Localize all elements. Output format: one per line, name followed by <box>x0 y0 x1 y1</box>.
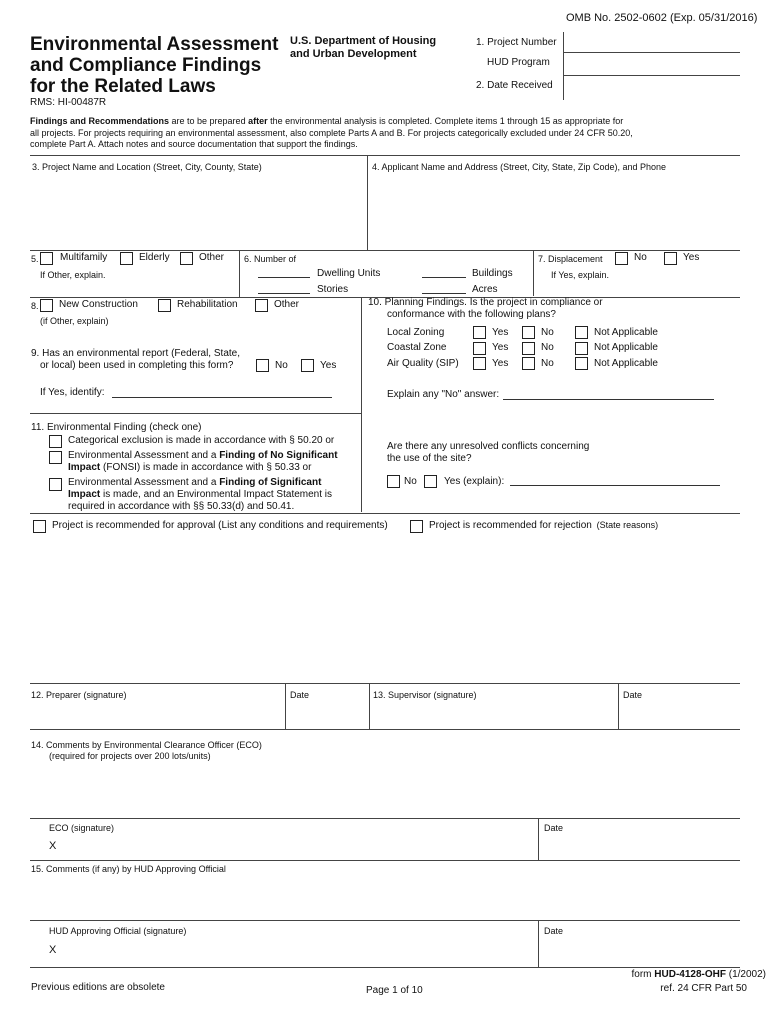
eco-signature-label: ECO (signature) <box>49 823 115 833</box>
department-name <box>290 35 436 61</box>
form-code: HUD-4128-OHF <box>654 969 726 980</box>
preparer-date-label: Date <box>290 690 310 700</box>
air-quality-no-checkbox[interactable] <box>522 357 535 370</box>
date-received-label: 2. Date Received <box>476 80 553 91</box>
conflicts-yes-checkbox[interactable] <box>424 475 437 488</box>
supervisor-signature-label: 13. Supervisor (signature) <box>373 690 477 700</box>
recommendation-notes-field[interactable] <box>32 538 737 678</box>
hud-signature-field[interactable] <box>62 940 532 962</box>
env-report-yes-checkbox[interactable] <box>301 359 314 372</box>
buildings-label: Buildings <box>472 268 513 279</box>
item10-line-2: conformance with the following plans? <box>387 308 556 320</box>
identify-field[interactable] <box>112 387 332 398</box>
fonsi-text-b: Finding of No Significant <box>219 450 338 461</box>
categorical-exclusion-checkbox[interactable] <box>49 435 62 448</box>
stories-field[interactable] <box>258 283 310 294</box>
divider-top <box>30 155 740 156</box>
conflicts-line-2: the use of the site? <box>387 453 472 464</box>
item3-label: 3. Project Name and Location (Street, City, County, State) <box>32 162 262 172</box>
hud-date-field[interactable] <box>544 940 737 962</box>
eis-text-c: Impact <box>68 489 101 500</box>
dept-line-2: and Urban Development <box>290 48 417 60</box>
rejection-text: Project is recommended for rejection <box>429 520 592 531</box>
item6-label: 6. Number of <box>244 254 297 264</box>
air-quality-yes-label: Yes <box>492 358 509 369</box>
instructions-text-b: the environmental analysis is completed. Complete items 1 through 15 as appropriate for <box>267 116 624 126</box>
supervisor-date-field[interactable] <box>623 702 738 726</box>
item7-label: 7. Displacement <box>538 254 603 264</box>
other-construction-checkbox[interactable] <box>255 299 268 312</box>
coastal-zone-yes-label: Yes <box>492 342 509 353</box>
multifamily-checkbox[interactable] <box>40 252 53 265</box>
new-construction-label: New Construction <box>59 299 138 310</box>
preparer-signature-label: 12. Preparer (signature) <box>31 690 127 700</box>
conflicts-question <box>387 441 589 465</box>
conflicts-no-checkbox[interactable] <box>387 475 400 488</box>
rejection-label <box>429 520 658 531</box>
rejection-checkbox[interactable] <box>410 520 423 533</box>
elderly-label: Elderly <box>139 252 170 263</box>
item10-question <box>368 297 603 320</box>
instructions-after: after <box>248 116 268 126</box>
form-number <box>610 969 766 980</box>
local-zoning-na-checkbox[interactable] <box>575 326 588 339</box>
dwelling-units-field[interactable] <box>258 267 310 278</box>
air-quality-no-label: No <box>541 358 554 369</box>
instructions <box>30 116 742 151</box>
divider-14 <box>30 729 740 730</box>
multifamily-label: Multifamily <box>60 252 108 263</box>
conflicts-yes-label: Yes (explain): <box>444 476 505 487</box>
fonsi-text-c: Impact <box>68 462 101 473</box>
other-type-checkbox[interactable] <box>180 252 193 265</box>
form-title <box>30 34 279 97</box>
item4-label: 4. Applicant Name and Address (Street, City, State, Zip Code), and Phone <box>372 162 666 172</box>
air-quality-yes-checkbox[interactable] <box>473 357 486 370</box>
local-zoning-label: Local Zoning <box>387 327 445 338</box>
divider-hud-date <box>538 920 539 967</box>
significant-impact-label <box>68 477 332 513</box>
hud-program-underline <box>564 75 740 76</box>
title-line-3: for the Related Laws <box>30 76 216 97</box>
rehabilitation-label: Rehabilitation <box>177 299 238 310</box>
local-zoning-yes-checkbox[interactable] <box>473 326 486 339</box>
hud-comments-field[interactable] <box>32 878 737 916</box>
conflicts-no-label: No <box>404 476 417 487</box>
divider-12 <box>30 683 740 684</box>
coastal-zone-na-checkbox[interactable] <box>575 342 588 355</box>
hud-program-label: HUD Program <box>487 57 550 68</box>
item14-line-1: 14. Comments by Environmental Clearance Officer (ECO) <box>31 740 262 750</box>
identify-label: If Yes, identify: <box>40 387 105 398</box>
stories-label: Stories <box>317 284 349 295</box>
local-zoning-no-checkbox[interactable] <box>522 326 535 339</box>
significant-impact-checkbox[interactable] <box>49 478 62 491</box>
buildings-field[interactable] <box>422 267 466 278</box>
displacement-no-label: No <box>634 252 647 263</box>
eco-comments-field[interactable] <box>32 764 737 814</box>
coastal-zone-no-label: No <box>541 342 554 353</box>
coastal-zone-no-checkbox[interactable] <box>522 342 535 355</box>
dwelling-units-label: Dwelling Units <box>317 268 381 279</box>
form-revision: (1/2002) <box>725 969 766 980</box>
title-line-2: and Compliance Findings <box>30 55 262 76</box>
item11-heading: 11. Environmental Finding (check one) <box>31 422 202 433</box>
cfr-reference: ref. 24 CFR Part 50 <box>660 983 747 994</box>
if-other-explain-8-label: (if Other, explain) <box>40 316 109 326</box>
divider-recommend <box>30 513 740 514</box>
divider-col-split <box>361 297 362 512</box>
item14-line-2: (required for projects over 200 lots/units) <box>49 751 211 761</box>
categorical-exclusion-label: Categorical exclusion is made in accordance with § 50.20 or <box>68 435 335 446</box>
air-quality-label: Air Quality (SIP) <box>387 358 459 369</box>
approval-label: Project is recommended for approval (List any conditions and requirements) <box>52 520 388 531</box>
coastal-zone-label: Coastal Zone <box>387 342 447 353</box>
item10-line-1: 10. Planning Findings. Is the project in compliance or <box>368 297 603 308</box>
local-zoning-no-label: No <box>541 327 554 338</box>
project-number-field[interactable] <box>565 33 738 52</box>
env-report-no-checkbox[interactable] <box>256 359 269 372</box>
item9-line-1: 9. Has an environmental report (Federal, State, <box>31 348 240 359</box>
fonsi-label <box>68 450 338 474</box>
rehabilitation-checkbox[interactable] <box>158 299 171 312</box>
eis-text-e: required in accordance with §§ 50.33(d) and 50.41. <box>68 501 295 512</box>
hud-x-mark: X <box>49 944 57 956</box>
env-report-yes-label: Yes <box>320 360 337 371</box>
divider-eco-date <box>538 818 539 860</box>
hud-signature-label: HUD Approving Official (signature) <box>49 926 187 936</box>
item8-number: 8. <box>31 301 39 311</box>
preparer-date-field[interactable] <box>290 702 366 726</box>
instructions-lead: Findings and Recommendations <box>30 116 170 126</box>
explain-no-field[interactable] <box>503 389 714 400</box>
applicant-name-address-field[interactable] <box>372 176 737 246</box>
approval-checkbox[interactable] <box>33 520 46 533</box>
divider-date-13 <box>369 683 370 729</box>
eco-signature-field[interactable] <box>62 836 532 856</box>
fonsi-text-d: (FONSI) is made in accordance with § 50.33 or <box>100 462 312 473</box>
project-number-label: 1. Project Number <box>476 37 557 48</box>
eco-date-label: Date <box>544 823 564 833</box>
rms-code: RMS: HI-00487R <box>30 97 107 108</box>
divider-hud <box>30 920 740 921</box>
project-number-underline <box>564 52 740 53</box>
divider-5 <box>30 250 740 251</box>
obsolete-notice: Previous editions are obsolete <box>31 982 165 993</box>
omb-number: OMB No. 2502-0602 (Exp. 05/31/2016) <box>566 12 758 24</box>
preparer-signature-field[interactable] <box>32 702 282 726</box>
other-type-label: Other <box>199 252 225 263</box>
header-field-divider <box>563 32 564 100</box>
eis-text-a: Environmental Assessment and a <box>68 477 220 488</box>
hud-program-field[interactable] <box>565 54 738 74</box>
explain-no-label: Explain any "No" answer: <box>387 389 500 400</box>
divider-eco <box>30 818 740 819</box>
acres-field[interactable] <box>422 283 466 294</box>
conflicts-explain-field[interactable] <box>510 475 720 486</box>
local-zoning-yes-label: Yes <box>492 327 509 338</box>
eco-date-field[interactable] <box>544 836 737 856</box>
air-quality-na-checkbox[interactable] <box>575 357 588 370</box>
page-number: Page 1 of 10 <box>366 985 423 996</box>
supervisor-date-label: Date <box>623 690 643 700</box>
dept-line-1: U.S. Department of Housing <box>290 35 437 47</box>
title-line-1: Environmental Assessment <box>30 34 279 55</box>
local-zoning-na-label: Not Applicable <box>594 327 658 338</box>
conflicts-line-1: Are there any unresolved conflicts concerning <box>387 441 590 452</box>
acres-label: Acres <box>472 284 498 295</box>
item9-line-2: or local) been used in completing this form? <box>40 360 234 371</box>
coastal-zone-yes-checkbox[interactable] <box>473 342 486 355</box>
item9-question <box>31 348 240 372</box>
divider-11 <box>30 413 361 414</box>
divider-12-date <box>285 683 286 729</box>
new-construction-checkbox[interactable] <box>40 299 53 312</box>
item14-label <box>31 740 262 762</box>
coastal-zone-na-label: Not Applicable <box>594 342 658 353</box>
elderly-checkbox[interactable] <box>120 252 133 265</box>
eco-x-mark: X <box>49 840 57 852</box>
eis-text-b: Finding of Significant <box>219 477 322 488</box>
date-received-field[interactable] <box>565 77 738 98</box>
item15-label: 15. Comments (if any) by HUD Approving Official <box>31 864 226 874</box>
instructions-line-2: all projects. For projects requiring an environmental assessment, also complete Parts A and B. For projects categorically excluded under 24 CFR 50.20, <box>30 127 633 138</box>
divider-footer <box>30 967 740 968</box>
item5-number: 5. <box>31 254 39 264</box>
displacement-no-checkbox[interactable] <box>615 252 628 265</box>
instructions-line-3: complete Part A. Attach notes and source documentation that support the findings. <box>30 139 358 149</box>
divider-15 <box>30 860 740 861</box>
eis-text-d: is made, and an Environmental Impact Statement is <box>100 489 333 500</box>
instructions-text-a: are to be prepared <box>169 116 249 126</box>
displacement-yes-checkbox[interactable] <box>664 252 677 265</box>
divider-6-7 <box>533 250 534 296</box>
if-other-explain-label: If Other, explain. <box>40 270 106 280</box>
form-prefix: form <box>631 969 655 980</box>
if-yes-explain-label: If Yes, explain. <box>551 270 610 280</box>
other-construction-label: Other <box>274 299 300 310</box>
air-quality-na-label: Not Applicable <box>594 358 658 369</box>
rejection-note: (State reasons) <box>596 520 659 530</box>
hud-date-label: Date <box>544 926 564 936</box>
env-report-no-label: No <box>275 360 288 371</box>
divider-3-4 <box>367 155 368 250</box>
project-name-location-field[interactable] <box>32 176 362 246</box>
divider-13-date <box>618 683 619 729</box>
displacement-yes-label: Yes <box>683 252 700 263</box>
fonsi-checkbox[interactable] <box>49 451 62 464</box>
fonsi-text-a: Environmental Assessment and a <box>68 450 220 461</box>
supervisor-signature-field[interactable] <box>373 702 615 726</box>
divider-5-6 <box>239 250 240 297</box>
